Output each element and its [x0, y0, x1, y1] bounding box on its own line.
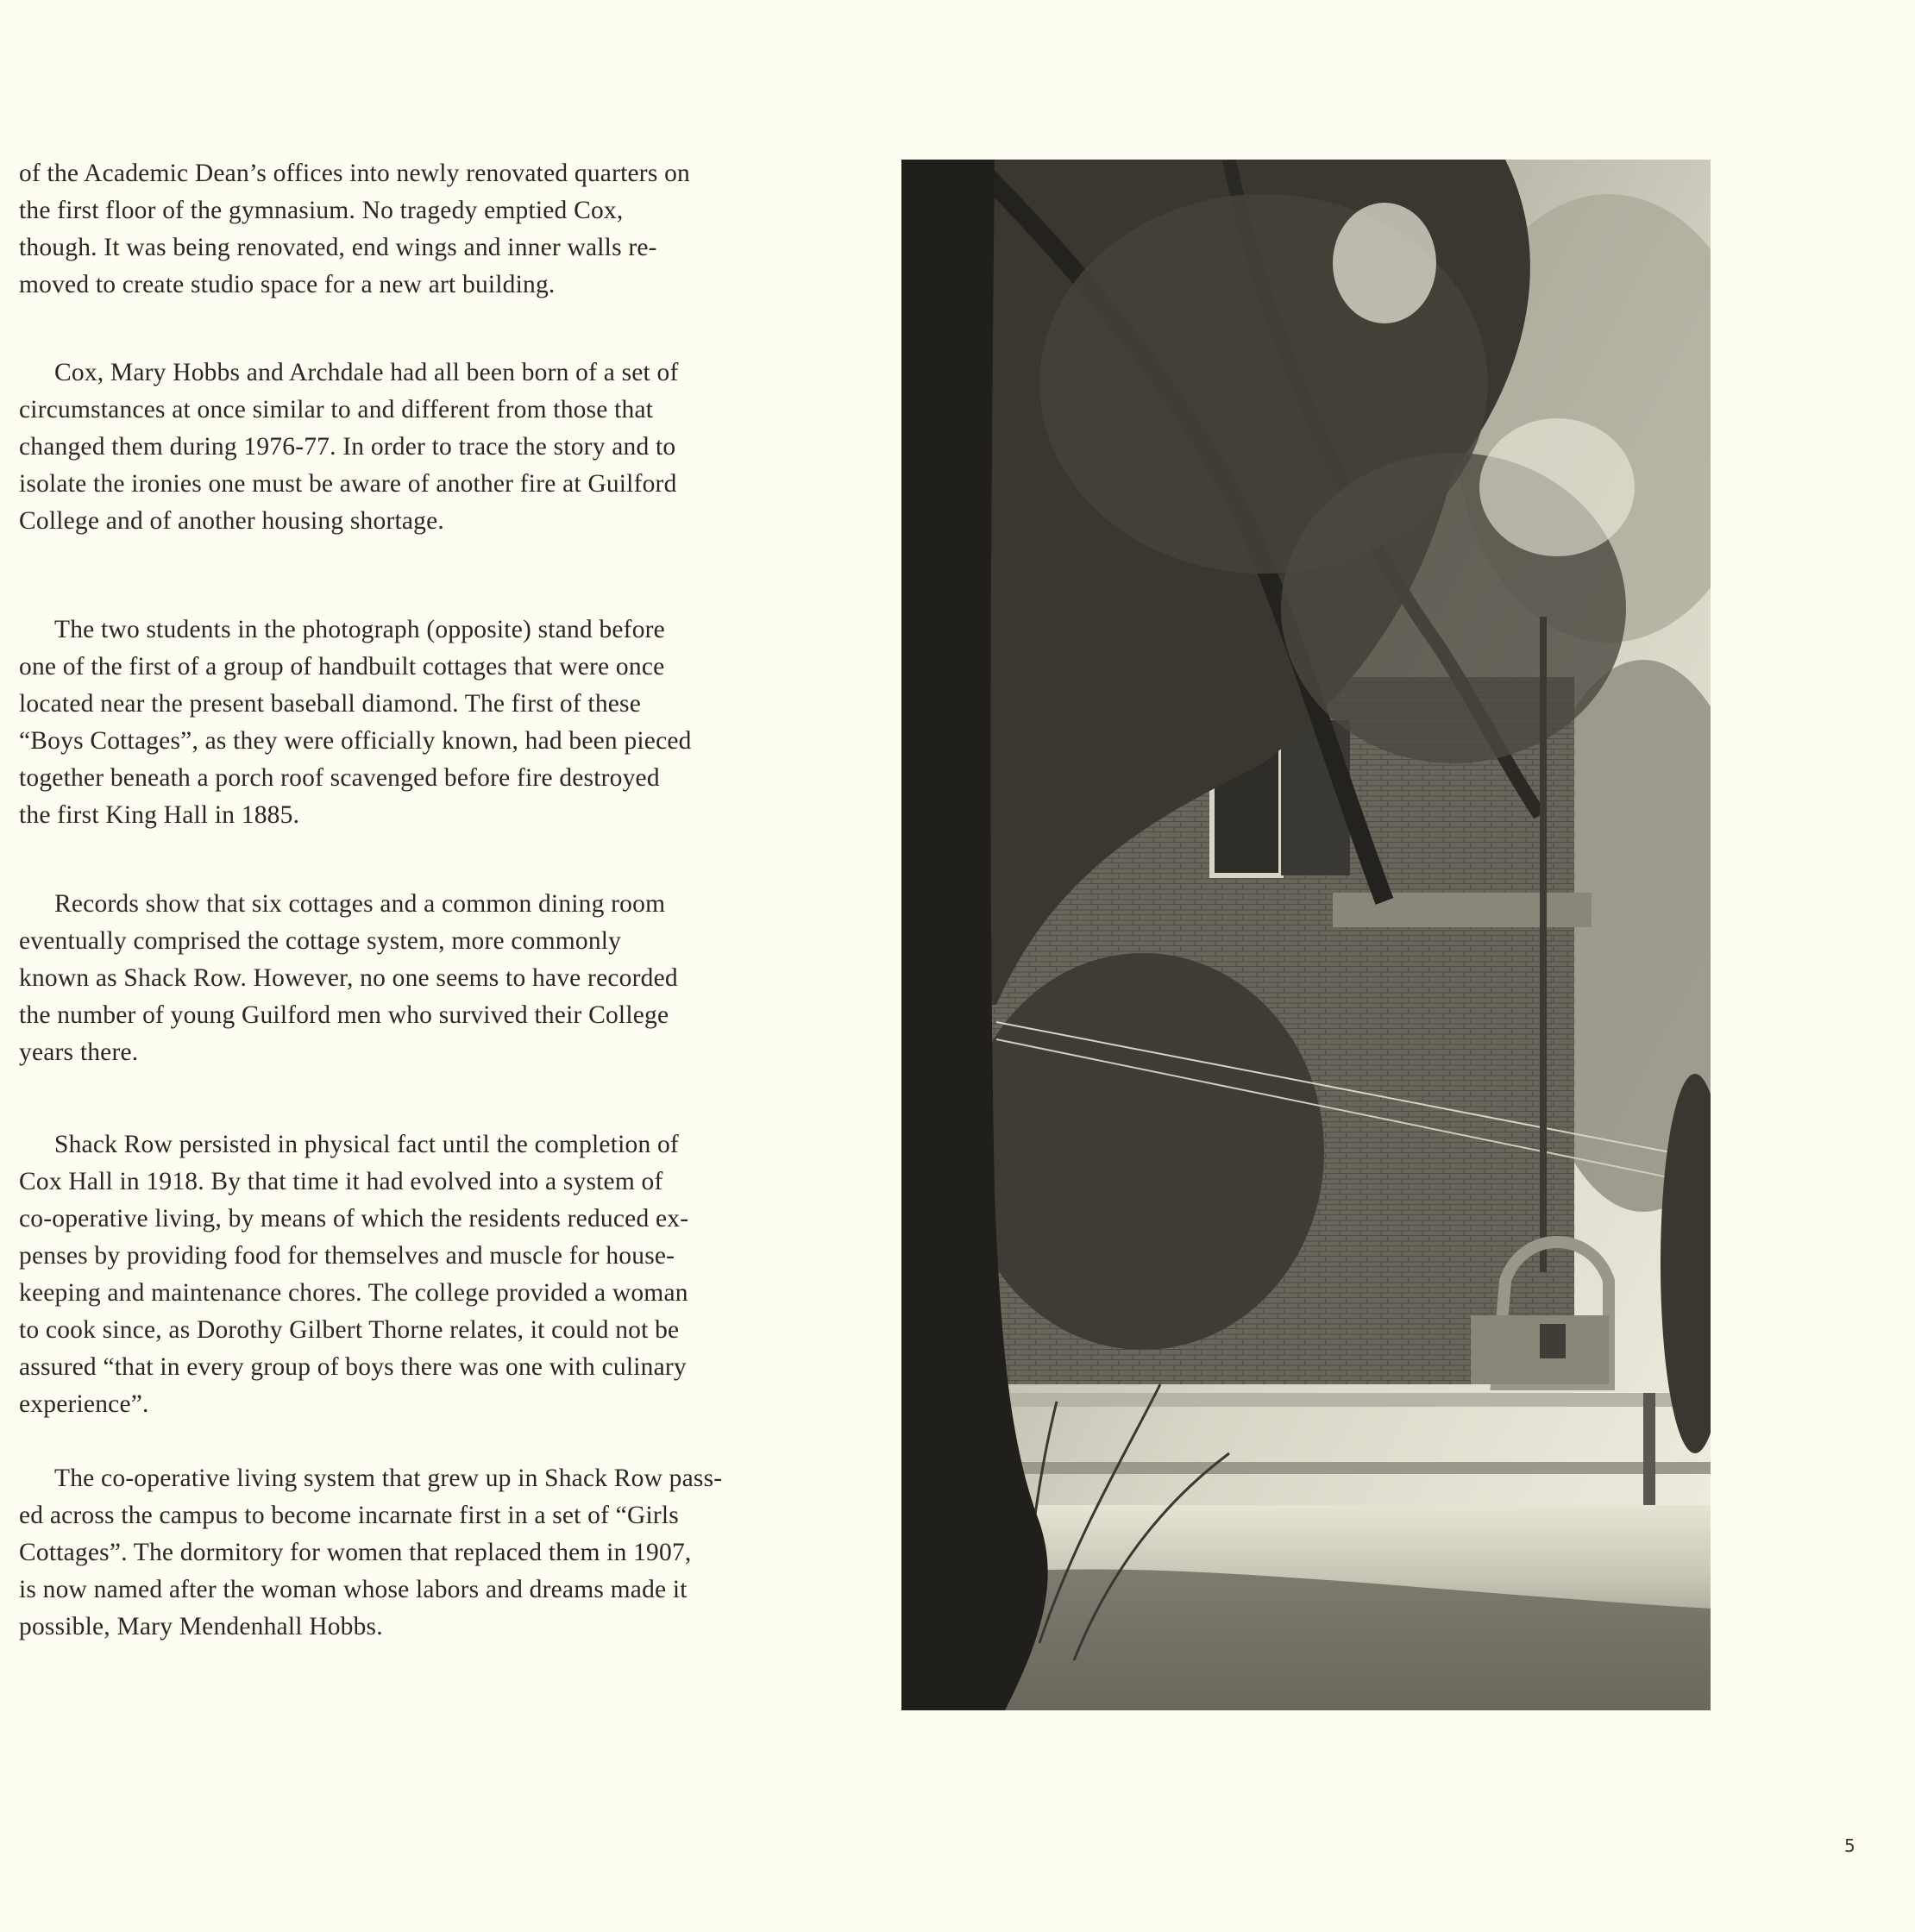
page-number: 5: [1844, 1835, 1855, 1856]
text-line: keeping and maintenance chores. The college provided a woman: [19, 1279, 688, 1307]
text-line: experience”.: [19, 1390, 149, 1418]
text-line: Shack Row persisted in physical fact until the completion of: [54, 1131, 679, 1158]
paragraph-5: [19, 1126, 864, 1423]
text-line: though. It was being renovated, end wings and inner walls re-: [19, 234, 657, 261]
text-line: the number of young Guilford men who survived their College: [19, 1001, 669, 1029]
text-line: circumstances at once similar to and different from those that: [19, 396, 654, 423]
text-line: the first floor of the gymnasium. No tragedy emptied Cox,: [19, 197, 624, 224]
paragraph-6: [19, 1460, 864, 1646]
text-line: Cox, Mary Hobbs and Archdale had all been born of a set of: [54, 359, 679, 386]
text-line: ed across the campus to become incarnate first in a set of “Girls: [19, 1502, 679, 1529]
text-line: The co-operative living system that grew up in Shack Row pass-: [54, 1465, 723, 1492]
text-line: is now named after the woman whose labors and dreams made it: [19, 1576, 688, 1603]
text-line: one of the first of a group of handbuilt cottages that were once: [19, 653, 665, 681]
text-line: “Boys Cottages”, as they were officially known, had been pieced: [19, 727, 692, 755]
text-line: moved to create studio space for a new art building.: [19, 271, 556, 298]
text-line: co-operative living, by means of which the residents reduced ex-: [19, 1205, 689, 1233]
text-line: assured “that in every group of boys there was one with culinary: [19, 1353, 687, 1381]
text-column: [0, 0, 863, 1932]
text-line: eventually comprised the cottage system, more commonly: [19, 927, 622, 955]
text-line: changed them during 1976-77. In order to trace the story and to: [19, 433, 676, 461]
text-line: Cottages”. The dormitory for women that replaced them in 1907,: [19, 1539, 692, 1566]
text-line: Cox Hall in 1918. By that time it had evolved into a system of: [19, 1168, 663, 1195]
campus-photograph: [901, 160, 1711, 1710]
text-line: The two students in the photograph (opposite) stand before: [54, 616, 665, 643]
text-line: isolate the ironies one must be aware of another fire at Guilford: [19, 470, 677, 498]
text-line: penses by providing food for themselves and muscle for house-: [19, 1242, 675, 1270]
text-line: Records show that six cottages and a common dining room: [54, 890, 666, 918]
text-line: of the Academic Dean’s offices into newly renovated quarters on: [19, 160, 690, 187]
text-line: together beneath a porch roof scavenged before fire destroyed: [19, 764, 660, 792]
text-line: known as Shack Row. However, no one seems to have recorded: [19, 964, 678, 992]
text-line: to cook since, as Dorothy Gilbert Thorne relates, it could not be: [19, 1316, 680, 1344]
paragraph-2: [19, 354, 864, 540]
text-line: possible, Mary Mendenhall Hobbs.: [19, 1613, 383, 1640]
paragraph-3: [19, 612, 864, 834]
photo-illustration: [901, 160, 1711, 1710]
text-line: located near the present baseball diamond. The first of these: [19, 690, 642, 718]
text-line: the first King Hall in 1885.: [19, 801, 300, 829]
text-line: years there.: [19, 1038, 139, 1066]
paragraph-1: [19, 155, 864, 304]
paragraph-4: [19, 886, 864, 1071]
text-line: College and of another housing shortage.: [19, 507, 444, 535]
